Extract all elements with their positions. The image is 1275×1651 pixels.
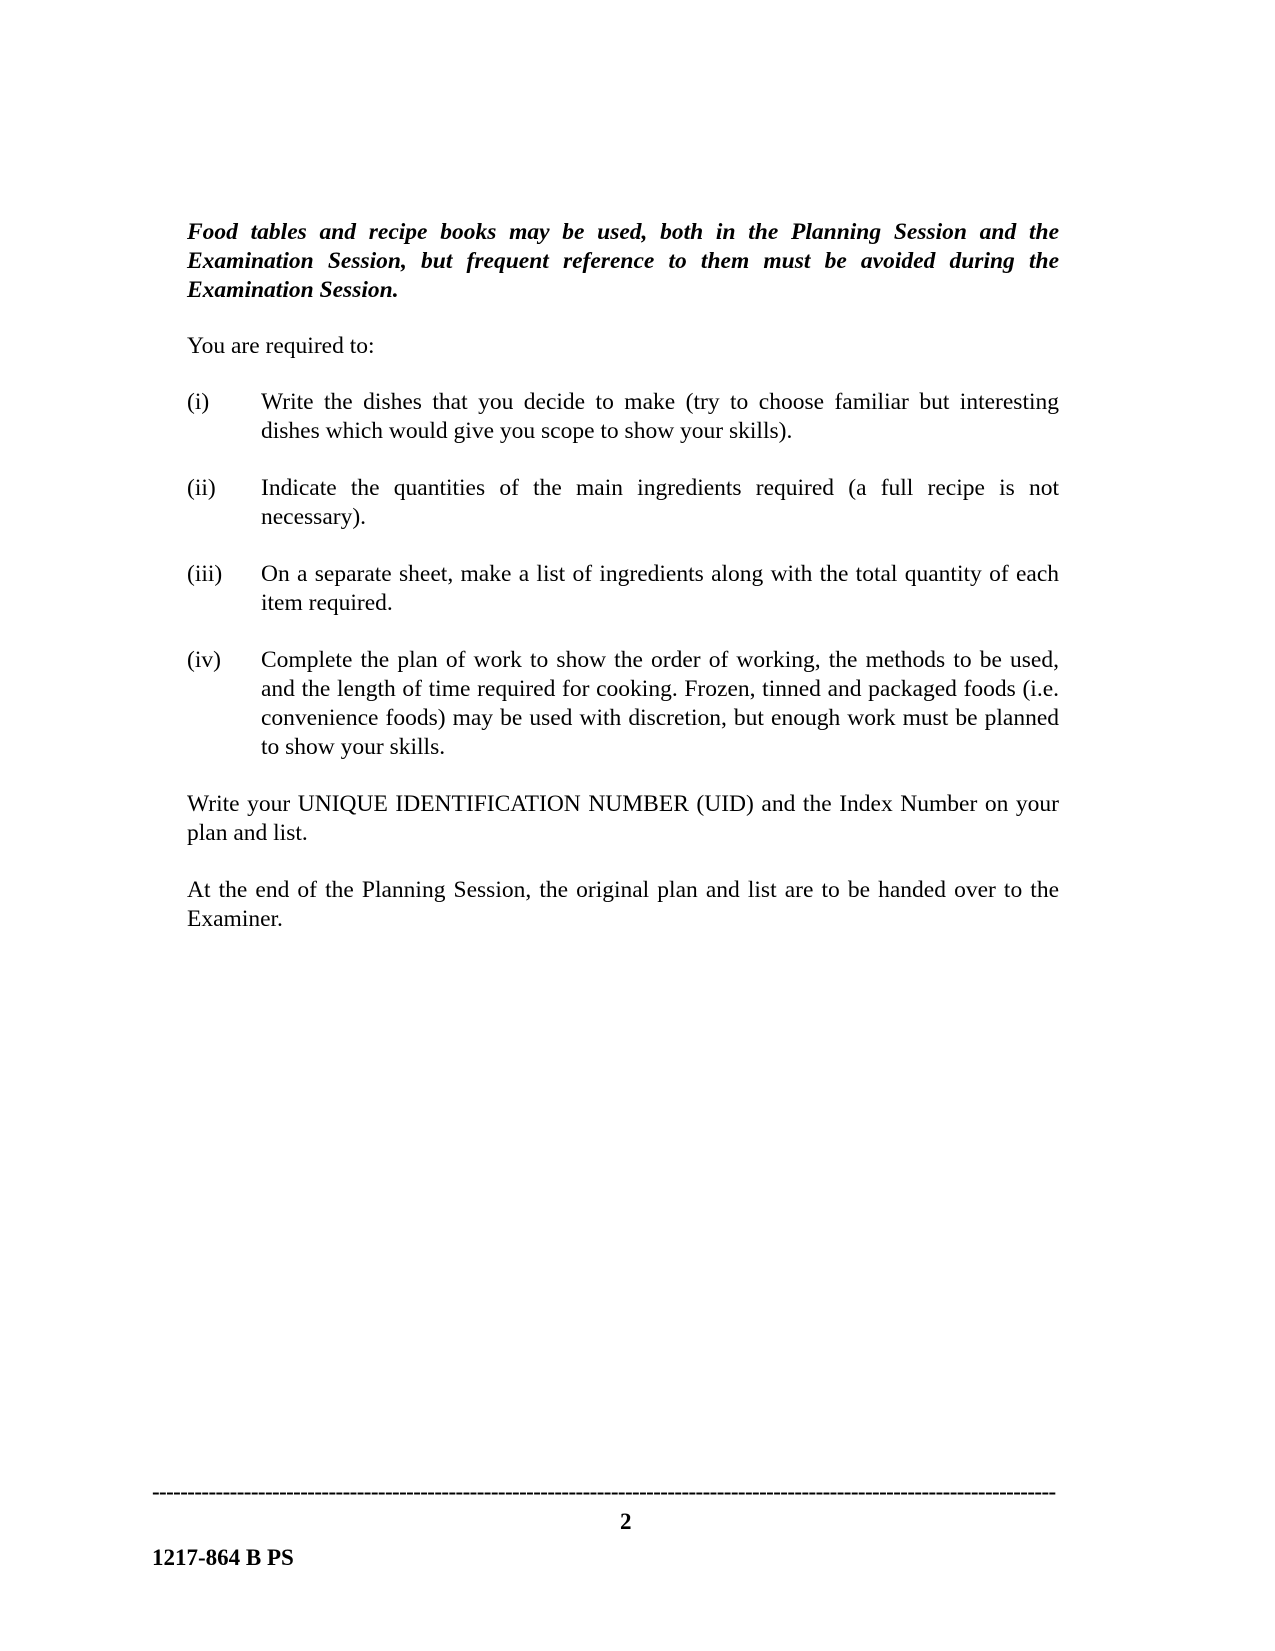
page-content: [187, 218, 1059, 934]
requirements-intro: You are required to:: [187, 333, 375, 359]
item-number: (iv): [187, 647, 221, 673]
requirements-list: [187, 388, 1059, 762]
footer-separator: --------------------------------------------------------------------------------------------------------------------------------: [152, 1480, 1056, 1504]
paper-code: 1217-864 B PS: [152, 1545, 294, 1570]
page-number: 2: [620, 1509, 632, 1534]
item-text: Indicate the quantities of the main ingredients required (a full recipe is not necessary).: [261, 475, 1059, 530]
list-item: [187, 646, 1059, 762]
item-number: (i): [187, 389, 210, 415]
list-item: [187, 560, 1059, 618]
item-text: Complete the plan of work to show the order of working, the methods to be used, and the length of time required for cooking. Frozen, tinned and packaged foods (i.e. convenience foods) may be used with discretion, but enough work must be planned to show your skills.: [261, 647, 1059, 760]
uid-instruction: Write your UNIQUE IDENTIFICATION NUMBER (UID) and the Index Number on your plan and list.: [187, 791, 1059, 846]
item-text: Write the dishes that you decide to make (try to choose familiar but interesting dishes which would give you scope to show your skills).: [261, 389, 1059, 444]
reference-note: Food tables and recipe books may be used, both in the Planning Session and the Examination Session, but frequent reference to them must be avoided during the Examination Session.: [187, 219, 1059, 303]
end-instruction: At the end of the Planning Session, the original plan and list are to be handed over to the Examiner.: [187, 877, 1059, 932]
item-text: On a separate sheet, make a list of ingredients along with the total quantity of each item required.: [261, 561, 1059, 616]
list-item: [187, 474, 1059, 532]
item-number: (iii): [187, 561, 223, 587]
list-item: [187, 388, 1059, 446]
item-number: (ii): [187, 475, 216, 501]
